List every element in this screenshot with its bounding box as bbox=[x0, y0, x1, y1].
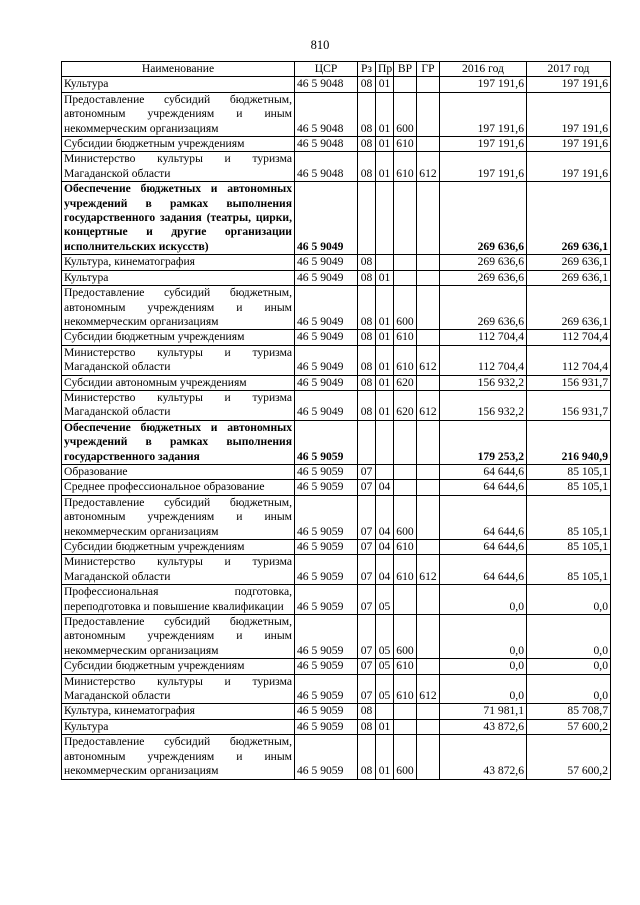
row-pr-cell: 01 bbox=[376, 77, 394, 92]
budget-table bbox=[61, 61, 611, 780]
row-name-cell: Культура, кинематография bbox=[62, 704, 295, 719]
row-vr-cell bbox=[394, 182, 417, 255]
row-csr-cell: 46 5 9049 bbox=[295, 286, 358, 330]
row-gr-cell: 612 bbox=[417, 345, 440, 375]
row-gr-cell: 612 bbox=[417, 390, 440, 420]
row-gr-cell bbox=[417, 270, 440, 285]
row-csr-cell: 46 5 9059 bbox=[295, 735, 358, 779]
row-vr-cell bbox=[394, 704, 417, 719]
row-2017-cell: 0,0 bbox=[527, 659, 611, 674]
row-csr-cell: 46 5 9049 bbox=[295, 255, 358, 270]
header-gr: ГР bbox=[417, 62, 440, 77]
row-csr-cell: 46 5 9048 bbox=[295, 137, 358, 152]
row-2017-cell: 85 105,1 bbox=[527, 480, 611, 495]
table-row bbox=[62, 420, 611, 464]
header-vr: ВР bbox=[394, 62, 417, 77]
row-2017-cell: 85 105,1 bbox=[527, 495, 611, 539]
row-2017-cell: 269 636,1 bbox=[527, 270, 611, 285]
row-rz-cell: 08 bbox=[358, 77, 376, 92]
row-rz-cell: 07 bbox=[358, 540, 376, 555]
row-pr-cell: 05 bbox=[376, 674, 394, 704]
row-2016-cell: 64 644,6 bbox=[440, 480, 527, 495]
row-2016-cell: 156 932,2 bbox=[440, 375, 527, 390]
row-name-cell: Предоставление субсидий бюджетным, автономным учреждениям и иным некоммерческим организациям bbox=[62, 92, 295, 136]
row-name-cell: Субсидии бюджетным учреждениям bbox=[62, 137, 295, 152]
row-pr-cell: 05 bbox=[376, 659, 394, 674]
row-rz-cell: 07 bbox=[358, 495, 376, 539]
row-2016-cell: 0,0 bbox=[440, 674, 527, 704]
row-pr-cell bbox=[376, 182, 394, 255]
row-2016-cell: 0,0 bbox=[440, 615, 527, 659]
row-pr-cell bbox=[376, 255, 394, 270]
row-gr-cell bbox=[417, 480, 440, 495]
row-gr-cell bbox=[417, 330, 440, 345]
row-pr-cell: 01 bbox=[376, 286, 394, 330]
row-csr-cell: 46 5 9049 bbox=[295, 375, 358, 390]
row-csr-cell: 46 5 9059 bbox=[295, 704, 358, 719]
table-row bbox=[62, 735, 611, 779]
row-2016-cell: 197 191,6 bbox=[440, 92, 527, 136]
row-2016-cell: 112 704,4 bbox=[440, 345, 527, 375]
row-gr-cell bbox=[417, 255, 440, 270]
row-rz-cell: 08 bbox=[358, 704, 376, 719]
row-gr-cell bbox=[417, 92, 440, 136]
row-csr-cell: 46 5 9049 bbox=[295, 330, 358, 345]
row-2016-cell: 197 191,6 bbox=[440, 152, 527, 182]
row-2017-cell: 156 931,7 bbox=[527, 375, 611, 390]
row-2017-cell: 197 191,6 bbox=[527, 152, 611, 182]
row-name-cell: Министерство культуры и туризма Магаданской области bbox=[62, 674, 295, 704]
row-csr-cell: 46 5 9059 bbox=[295, 480, 358, 495]
row-pr-cell: 01 bbox=[376, 330, 394, 345]
row-vr-cell: 610 bbox=[394, 330, 417, 345]
row-rz-cell bbox=[358, 420, 376, 464]
row-2016-cell: 64 644,6 bbox=[440, 555, 527, 585]
table-row bbox=[62, 704, 611, 719]
row-vr-cell: 610 bbox=[394, 659, 417, 674]
page-number: 810 bbox=[310, 38, 330, 52]
table-row bbox=[62, 719, 611, 734]
row-vr-cell: 610 bbox=[394, 345, 417, 375]
row-csr-cell: 46 5 9049 bbox=[295, 390, 358, 420]
table-row bbox=[62, 92, 611, 136]
row-name-cell: Субсидии автономным учреждениям bbox=[62, 375, 295, 390]
row-vr-cell bbox=[394, 585, 417, 615]
header-pr: Пр bbox=[376, 62, 394, 77]
row-pr-cell bbox=[376, 420, 394, 464]
row-pr-cell: 01 bbox=[376, 719, 394, 734]
row-pr-cell: 01 bbox=[376, 152, 394, 182]
row-pr-cell: 01 bbox=[376, 735, 394, 779]
row-vr-cell bbox=[394, 255, 417, 270]
row-2016-cell: 269 636,6 bbox=[440, 255, 527, 270]
row-vr-cell: 610 bbox=[394, 555, 417, 585]
row-2016-cell: 112 704,4 bbox=[440, 330, 527, 345]
row-rz-cell: 08 bbox=[358, 735, 376, 779]
row-2017-cell: 156 931,7 bbox=[527, 390, 611, 420]
row-rz-cell: 07 bbox=[358, 555, 376, 585]
row-rz-cell: 08 bbox=[358, 286, 376, 330]
row-pr-cell: 01 bbox=[376, 92, 394, 136]
row-2016-cell: 179 253,2 bbox=[440, 420, 527, 464]
table-row bbox=[62, 615, 611, 659]
row-csr-cell: 46 5 9059 bbox=[295, 420, 358, 464]
row-gr-cell: 612 bbox=[417, 152, 440, 182]
row-pr-cell: 01 bbox=[376, 270, 394, 285]
row-2016-cell: 64 644,6 bbox=[440, 464, 527, 479]
row-gr-cell bbox=[417, 420, 440, 464]
row-pr-cell: 04 bbox=[376, 540, 394, 555]
row-rz-cell: 07 bbox=[358, 464, 376, 479]
row-name-cell: Обеспечение бюджетных и автономных учреждений в рамках выполнения государственного задания (театры, цирки, концертные и другие организации исполнительских искусств) bbox=[62, 182, 295, 255]
row-2016-cell: 0,0 bbox=[440, 659, 527, 674]
row-vr-cell: 600 bbox=[394, 92, 417, 136]
row-name-cell: Профессиональная подготовка, переподготовка и повышение квалификации bbox=[62, 585, 295, 615]
row-vr-cell: 620 bbox=[394, 390, 417, 420]
row-gr-cell bbox=[417, 540, 440, 555]
row-gr-cell bbox=[417, 704, 440, 719]
row-csr-cell: 46 5 9059 bbox=[295, 464, 358, 479]
row-vr-cell bbox=[394, 270, 417, 285]
row-2016-cell: 156 932,2 bbox=[440, 390, 527, 420]
row-vr-cell: 610 bbox=[394, 674, 417, 704]
table-row bbox=[62, 375, 611, 390]
row-name-cell: Субсидии бюджетным учреждениям bbox=[62, 659, 295, 674]
row-2017-cell: 0,0 bbox=[527, 615, 611, 659]
row-2016-cell: 71 981,1 bbox=[440, 704, 527, 719]
row-name-cell: Министерство культуры и туризма Магаданской области bbox=[62, 152, 295, 182]
row-gr-cell bbox=[417, 719, 440, 734]
row-gr-cell bbox=[417, 182, 440, 255]
table-row bbox=[62, 540, 611, 555]
row-2016-cell: 269 636,6 bbox=[440, 182, 527, 255]
row-name-cell: Предоставление субсидий бюджетным, автономным учреждениям и иным некоммерческим организациям bbox=[62, 615, 295, 659]
table-row bbox=[62, 390, 611, 420]
row-rz-cell: 07 bbox=[358, 585, 376, 615]
row-gr-cell bbox=[417, 286, 440, 330]
row-2017-cell: 85 105,1 bbox=[527, 540, 611, 555]
row-name-cell: Предоставление субсидий бюджетным, автономным учреждениям и иным некоммерческим организациям bbox=[62, 286, 295, 330]
table-body bbox=[62, 77, 611, 779]
table-row bbox=[62, 345, 611, 375]
table-row bbox=[62, 182, 611, 255]
row-name-cell: Субсидии бюджетным учреждениям bbox=[62, 330, 295, 345]
row-2017-cell: 269 636,1 bbox=[527, 286, 611, 330]
row-name-cell: Культура, кинематография bbox=[62, 255, 295, 270]
row-2016-cell: 43 872,6 bbox=[440, 735, 527, 779]
row-name-cell: Министерство культуры и туризма Магаданской области bbox=[62, 390, 295, 420]
row-rz-cell: 07 bbox=[358, 480, 376, 495]
row-name-cell: Министерство культуры и туризма Магаданской области bbox=[62, 555, 295, 585]
row-2017-cell: 85 708,7 bbox=[527, 704, 611, 719]
row-name-cell: Культура bbox=[62, 719, 295, 734]
row-pr-cell bbox=[376, 464, 394, 479]
row-vr-cell: 600 bbox=[394, 286, 417, 330]
row-2017-cell: 112 704,4 bbox=[527, 330, 611, 345]
row-2017-cell: 197 191,6 bbox=[527, 137, 611, 152]
row-pr-cell: 01 bbox=[376, 345, 394, 375]
row-2017-cell: 269 636,1 bbox=[527, 182, 611, 255]
row-2017-cell: 269 636,1 bbox=[527, 255, 611, 270]
row-2017-cell: 197 191,6 bbox=[527, 77, 611, 92]
row-rz-cell: 08 bbox=[358, 137, 376, 152]
row-csr-cell: 46 5 9059 bbox=[295, 615, 358, 659]
row-vr-cell: 610 bbox=[394, 137, 417, 152]
row-gr-cell: 612 bbox=[417, 555, 440, 585]
row-pr-cell: 04 bbox=[376, 495, 394, 539]
row-gr-cell bbox=[417, 375, 440, 390]
row-pr-cell: 01 bbox=[376, 375, 394, 390]
row-vr-cell: 610 bbox=[394, 152, 417, 182]
row-rz-cell: 08 bbox=[358, 330, 376, 345]
row-rz-cell: 08 bbox=[358, 152, 376, 182]
row-gr-cell bbox=[417, 659, 440, 674]
row-vr-cell bbox=[394, 480, 417, 495]
row-rz-cell: 07 bbox=[358, 674, 376, 704]
row-name-cell: Обеспечение бюджетных и автономных учреждений в рамках выполнения государственного задания bbox=[62, 420, 295, 464]
row-csr-cell: 46 5 9059 bbox=[295, 495, 358, 539]
row-rz-cell: 07 bbox=[358, 659, 376, 674]
row-rz-cell: 08 bbox=[358, 255, 376, 270]
row-2017-cell: 112 704,4 bbox=[527, 345, 611, 375]
table-row bbox=[62, 480, 611, 495]
row-name-cell: Министерство культуры и туризма Магаданской области bbox=[62, 345, 295, 375]
row-csr-cell: 46 5 9049 bbox=[295, 270, 358, 285]
row-name-cell: Субсидии бюджетным учреждениям bbox=[62, 540, 295, 555]
row-csr-cell: 46 5 9059 bbox=[295, 540, 358, 555]
row-gr-cell bbox=[417, 77, 440, 92]
row-2017-cell: 0,0 bbox=[527, 585, 611, 615]
row-vr-cell: 600 bbox=[394, 735, 417, 779]
row-csr-cell: 46 5 9048 bbox=[295, 92, 358, 136]
row-rz-cell: 08 bbox=[358, 390, 376, 420]
row-2016-cell: 269 636,6 bbox=[440, 286, 527, 330]
row-csr-cell: 46 5 9059 bbox=[295, 659, 358, 674]
row-pr-cell: 04 bbox=[376, 555, 394, 585]
row-gr-cell: 612 bbox=[417, 674, 440, 704]
table-row bbox=[62, 152, 611, 182]
row-csr-cell: 46 5 9059 bbox=[295, 674, 358, 704]
row-2016-cell: 197 191,6 bbox=[440, 137, 527, 152]
row-csr-cell: 46 5 9049 bbox=[295, 182, 358, 255]
row-gr-cell bbox=[417, 464, 440, 479]
row-rz-cell: 08 bbox=[358, 719, 376, 734]
table-header-row bbox=[62, 62, 611, 77]
row-pr-cell: 04 bbox=[376, 480, 394, 495]
row-pr-cell: 05 bbox=[376, 615, 394, 659]
table-row bbox=[62, 270, 611, 285]
row-rz-cell: 08 bbox=[358, 375, 376, 390]
row-name-cell: Среднее профессиональное образование bbox=[62, 480, 295, 495]
table-row bbox=[62, 330, 611, 345]
row-vr-cell bbox=[394, 420, 417, 464]
row-gr-cell bbox=[417, 615, 440, 659]
row-csr-cell: 46 5 9048 bbox=[295, 152, 358, 182]
table-row bbox=[62, 77, 611, 92]
row-csr-cell: 46 5 9059 bbox=[295, 585, 358, 615]
table-row bbox=[62, 585, 611, 615]
row-2017-cell: 85 105,1 bbox=[527, 464, 611, 479]
table-row bbox=[62, 495, 611, 539]
row-2016-cell: 64 644,6 bbox=[440, 495, 527, 539]
row-rz-cell: 08 bbox=[358, 345, 376, 375]
row-csr-cell: 46 5 9049 bbox=[295, 345, 358, 375]
table-row bbox=[62, 255, 611, 270]
row-name-cell: Культура bbox=[62, 77, 295, 92]
row-2016-cell: 0,0 bbox=[440, 585, 527, 615]
row-pr-cell: 01 bbox=[376, 390, 394, 420]
row-pr-cell: 01 bbox=[376, 137, 394, 152]
row-rz-cell: 07 bbox=[358, 615, 376, 659]
row-vr-cell bbox=[394, 77, 417, 92]
row-pr-cell: 05 bbox=[376, 585, 394, 615]
row-2016-cell: 43 872,6 bbox=[440, 719, 527, 734]
header-2016: 2016 год bbox=[440, 62, 527, 77]
row-gr-cell bbox=[417, 137, 440, 152]
table-row bbox=[62, 137, 611, 152]
row-2016-cell: 197 191,6 bbox=[440, 77, 527, 92]
row-csr-cell: 46 5 9048 bbox=[295, 77, 358, 92]
header-name: Наименование bbox=[62, 62, 295, 77]
table-row bbox=[62, 286, 611, 330]
row-2016-cell: 269 636,6 bbox=[440, 270, 527, 285]
row-vr-cell: 600 bbox=[394, 495, 417, 539]
row-2017-cell: 57 600,2 bbox=[527, 719, 611, 734]
header-2017: 2017 год bbox=[527, 62, 611, 77]
row-rz-cell: 08 bbox=[358, 270, 376, 285]
row-gr-cell bbox=[417, 585, 440, 615]
row-rz-cell bbox=[358, 182, 376, 255]
header-csr: ЦСР bbox=[295, 62, 358, 77]
row-2017-cell: 216 940,9 bbox=[527, 420, 611, 464]
table-row bbox=[62, 659, 611, 674]
row-vr-cell: 620 bbox=[394, 375, 417, 390]
row-name-cell: Образование bbox=[62, 464, 295, 479]
row-vr-cell bbox=[394, 464, 417, 479]
table-row bbox=[62, 464, 611, 479]
row-vr-cell bbox=[394, 719, 417, 734]
table-row bbox=[62, 674, 611, 704]
table-row bbox=[62, 555, 611, 585]
row-2017-cell: 197 191,6 bbox=[527, 92, 611, 136]
row-2017-cell: 0,0 bbox=[527, 674, 611, 704]
row-rz-cell: 08 bbox=[358, 92, 376, 136]
row-2016-cell: 64 644,6 bbox=[440, 540, 527, 555]
row-2017-cell: 57 600,2 bbox=[527, 735, 611, 779]
row-vr-cell: 610 bbox=[394, 540, 417, 555]
row-csr-cell: 46 5 9059 bbox=[295, 719, 358, 734]
row-gr-cell bbox=[417, 735, 440, 779]
header-rz: Рз bbox=[358, 62, 376, 77]
row-name-cell: Предоставление субсидий бюджетным, автономным учреждениям и иным некоммерческим организациям bbox=[62, 735, 295, 779]
row-name-cell: Культура bbox=[62, 270, 295, 285]
row-gr-cell bbox=[417, 495, 440, 539]
row-csr-cell: 46 5 9059 bbox=[295, 555, 358, 585]
row-pr-cell bbox=[376, 704, 394, 719]
row-2017-cell: 85 105,1 bbox=[527, 555, 611, 585]
row-name-cell: Предоставление субсидий бюджетным, автономным учреждениям и иным некоммерческим организациям bbox=[62, 495, 295, 539]
row-vr-cell: 600 bbox=[394, 615, 417, 659]
